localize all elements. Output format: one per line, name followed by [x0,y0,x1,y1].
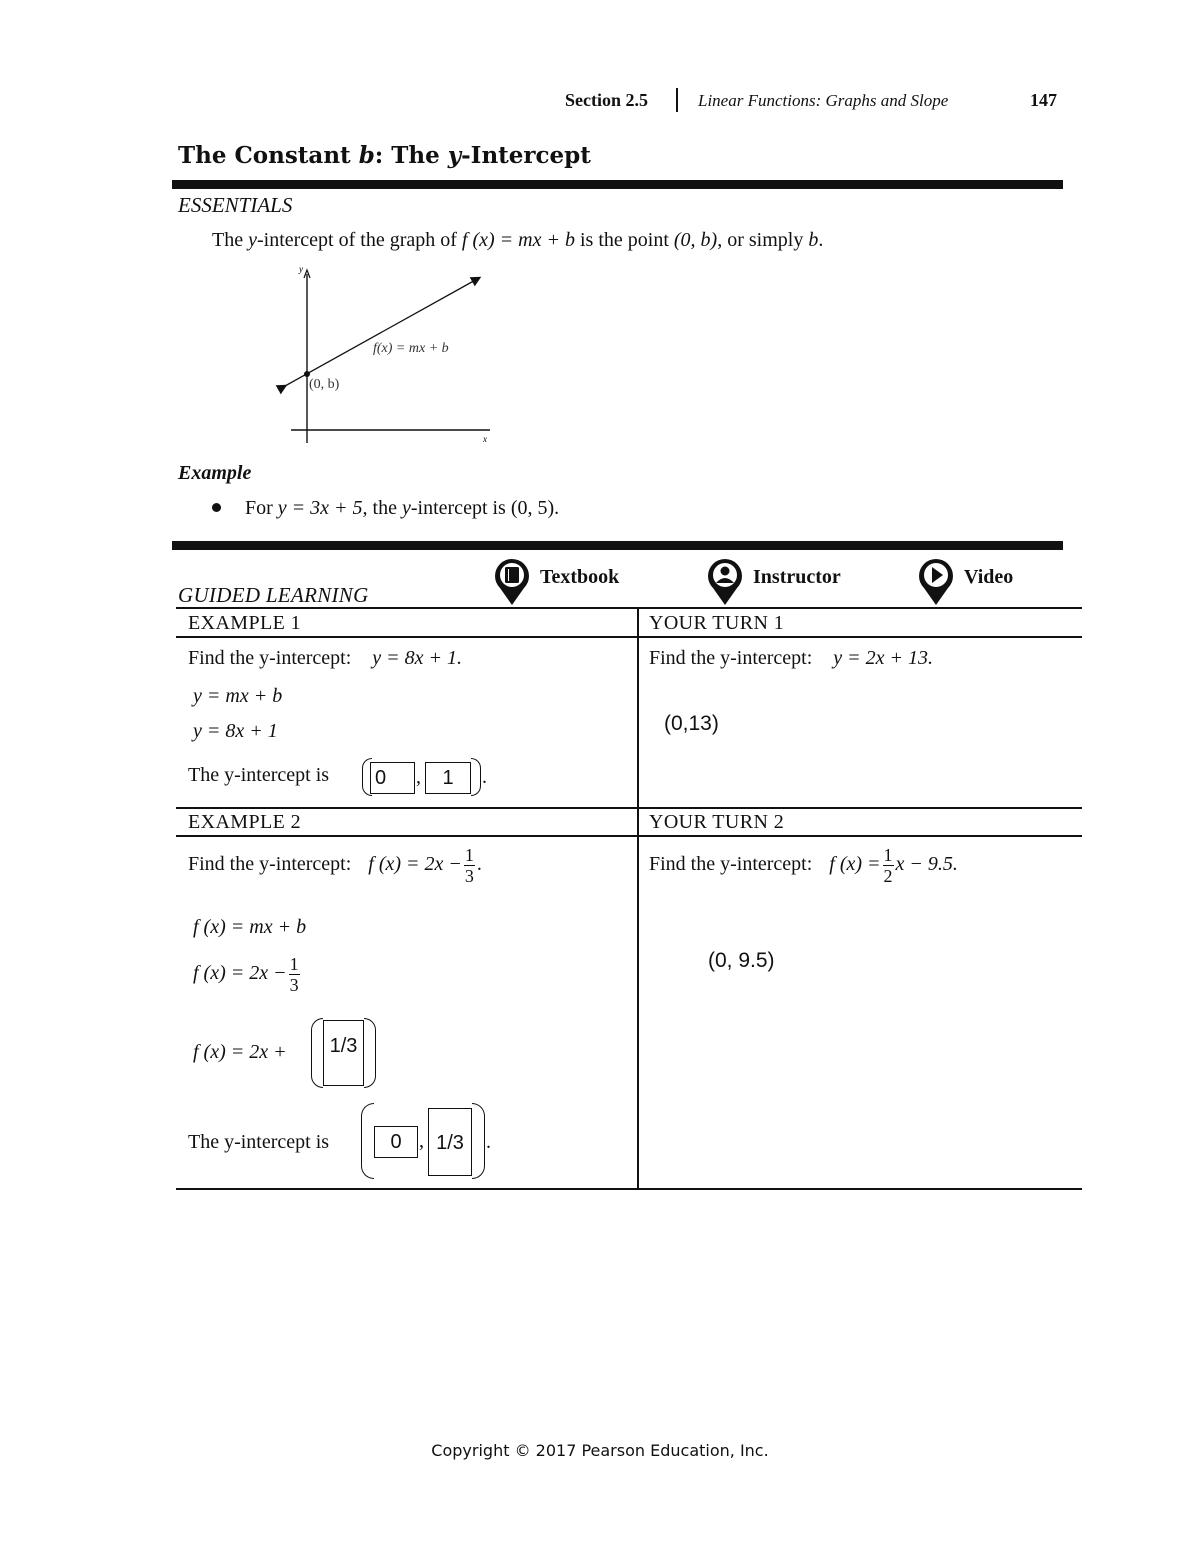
example2-step3: f (x) = 2x + [193,1041,287,1063]
example2-result-text: The y-intercept is [188,1131,330,1153]
example1-answer-x[interactable]: 0 [370,762,415,794]
fraction-denominator: 3 [464,866,474,886]
comma: , [416,766,421,788]
essentials-text: -intercept of the graph of [256,229,462,251]
essentials-equation: f (x) = mx + b [461,229,575,251]
play-icon [916,558,956,606]
example2-answer-x[interactable]: 0 [374,1126,418,1158]
example-text: -intercept is [410,497,511,519]
example1-step1: y = mx + b [193,685,283,707]
function-line [285,278,479,386]
find-text: Find the y-intercept: [649,853,813,876]
example2-equation: f (x) = 2x − [368,853,462,876]
example2-step1: f (x) = mx + b [193,916,307,938]
chapter-title: Linear Functions: Graphs and Slope [698,91,949,110]
guided-learning-label: GUIDED LEARNING [178,583,369,607]
table-rule [176,835,1082,837]
fraction [289,955,300,994]
table-divider [637,607,639,1190]
title-middle: : The [374,142,448,169]
example2-find [188,846,482,885]
table-rule [176,807,1082,809]
example-point: (0, 5). [510,497,560,519]
turn2-head: YOUR TURN 2 [649,811,785,833]
comma: , [419,1130,424,1152]
line-label: f(x) = mx + b [373,341,449,356]
example-label: Example [178,462,252,484]
fraction-numerator: 1 [464,845,474,865]
paren-right [364,1018,376,1088]
fraction [464,846,475,885]
turn2-equation-tail: x − 9.5. [895,853,958,876]
find-text: Find the y-intercept: [188,647,352,669]
turn1-head: YOUR TURN 1 [649,612,785,634]
example-text: the [367,497,402,519]
page-title [178,142,591,169]
essentials-label: ESSENTIALS [178,193,293,217]
turn2-answer[interactable]: (0, 9.5) [708,949,775,972]
title-rule [172,180,1063,189]
period: . [482,766,487,788]
copyright-footer: Copyright © 2017 Pearson Education, Inc. [431,1441,769,1460]
paren-right [472,1103,485,1179]
person-icon [705,558,745,606]
title-var-y: y [447,142,462,169]
title-suffix: -Intercept [461,142,591,169]
example1-step2: y = 8x + 1 [193,720,278,742]
essentials-text: , or simply [717,229,809,251]
example1-answer-y[interactable]: 1 [425,762,471,794]
fraction-numerator: 1 [289,954,299,974]
turn2-equation: f (x) = [829,853,881,876]
example2-step3-answer[interactable]: 1/3 [323,1020,364,1086]
header-divider [676,88,678,112]
example2-step2 [193,955,302,994]
fraction-denominator: 2 [883,866,893,886]
page-number: 147 [1030,90,1057,110]
essentials-text: . [818,229,824,251]
paren-right [471,758,481,796]
period: . [486,1131,491,1153]
y-axis-label: y [299,264,303,274]
essentials-text: is the point [574,229,674,251]
resource-label: Video [964,566,1014,588]
fraction-numerator: 1 [883,845,893,865]
running-header [0,88,1200,118]
find-text: Find the y-intercept: [649,647,813,669]
essentials-text: The [212,229,249,251]
table-bottom-rule [176,1188,1082,1190]
essentials-var: b [808,229,819,251]
table-rule [176,636,1082,638]
example2-head: EXAMPLE 2 [188,811,302,833]
paren-left [311,1018,323,1088]
intercept-graph [275,260,505,450]
fraction-denominator: 3 [289,975,299,995]
title-var-b: b [358,142,375,169]
table-top-rule [176,607,1082,609]
fraction [883,846,894,885]
period: . [476,853,482,876]
example-bullet [212,497,559,520]
example1-result-text: The y-intercept is [188,764,330,786]
example1-find [188,647,462,670]
find-text: Find the y-intercept: [188,853,352,876]
section-rule [172,541,1063,550]
essentials-statement [212,229,823,252]
essentials-var: y [248,229,257,251]
example1-equation: y = 8x + 1. [372,647,463,669]
example1-head: EXAMPLE 1 [188,612,302,634]
title-prefix: The Constant [178,142,359,169]
x-axis-label: x [483,434,487,444]
turn1-find [649,647,933,670]
resource-label: Textbook [540,566,620,588]
essentials-point: (0, b) [673,229,718,251]
turn1-answer[interactable]: (0,13) [664,712,719,735]
step2-equation: f (x) = 2x − [193,962,287,985]
turn1-equation: y = 2x + 13. [833,647,934,669]
section-number: Section 2.5 [565,90,648,110]
point-label: (0, b) [309,377,340,392]
book-icon [492,558,532,606]
example2-answer-y[interactable]: 1/3 [428,1108,472,1176]
example-var: y [401,497,411,519]
bullet-icon [212,503,221,512]
example-equation: y = 3x + 5, [277,497,368,519]
paren-left [361,1103,374,1179]
turn2-find [649,846,958,885]
example-text: For [245,497,278,519]
resource-label: Instructor [753,566,841,588]
